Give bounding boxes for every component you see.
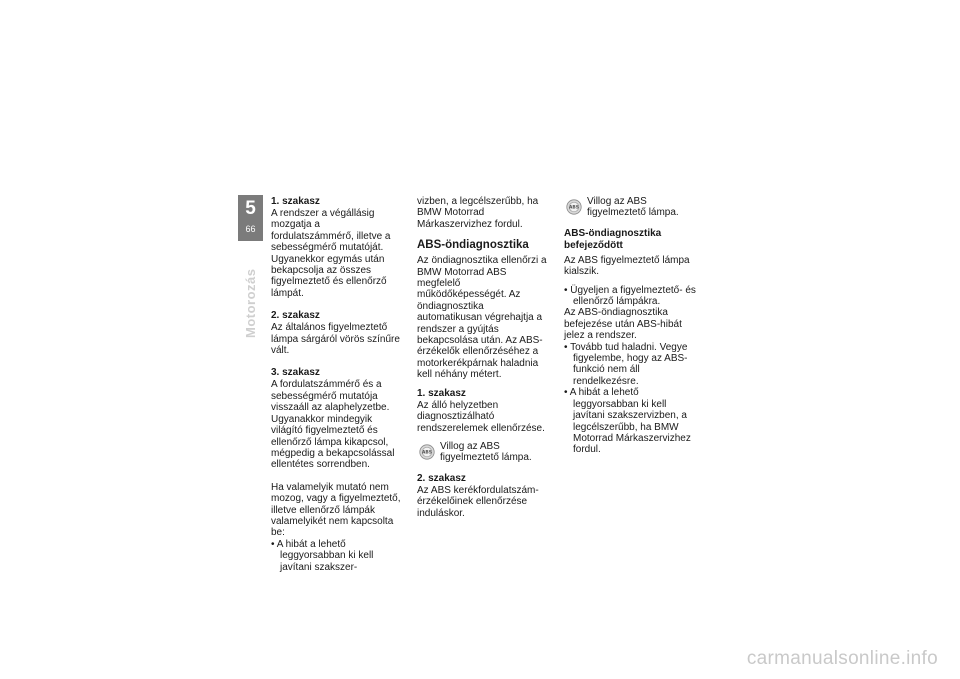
svg-text:ABS: ABS [422, 450, 432, 456]
stage-3-text: A fordulatszámmérő és a sebességmérő mutatója visszaáll az alaphelyzetbe. Ugyanakkor mindegyik világító figyelmeztető és ellenőrző lámpa kikapcsol, mégpedig a bekapcsolással ellentétes sorrendben. [271, 379, 395, 471]
chapter-number: 5 [245, 198, 256, 219]
abs-warning-text: Villog az ABS figyelmeztető lámpa. [440, 440, 532, 464]
fault-condition-text: Ha valamelyik mutató nem mozog, vagy a figyelmeztető, illetve ellenőrző lámpák valamelyikét nem kapcsolta be: [271, 481, 401, 539]
abs-fault-text: Az ABS-öndiagnosztika befejezése után ABS-hibát jelez a rendszer. [564, 307, 682, 342]
bullet-item: • Tovább tud haladni. Vegye figyelembe, hogy az ABS-funkció nem áll rendelkezésre. [564, 341, 688, 387]
abs-selfdiag-title: ABS-öndiagnosztika [417, 239, 529, 252]
abs-warning-icon [419, 444, 435, 460]
abs-selfdiag-complete-title: ABS-öndiagnosztika befejeződött [564, 227, 662, 251]
continuation-text: vizben, a legcélszerűbb, ha BMW Motorrad Márkaszervizhez fordul. [417, 196, 539, 230]
column-1 [271, 196, 403, 573]
abs-warning-icon [566, 199, 582, 215]
abs-warning-text: Villog az ABS figyelmeztető lámpa. [587, 196, 679, 219]
svg-text:ABS: ABS [569, 205, 579, 211]
stage-3-heading: 3. szakasz [271, 367, 320, 379]
lamp-off-text: Az ABS figyelmeztető lámpa kialszik. [564, 254, 690, 278]
page-number: 66 [245, 224, 256, 234]
abs-stage-1-text: Az álló helyzetben diagnosztizálható rendszerelemek ellenőrzése. [417, 399, 545, 434]
stage-1-heading: 1. szakasz [271, 196, 320, 207]
column-3 [564, 196, 698, 456]
watermark: carmanualsonline.info [746, 648, 938, 669]
column-2 [417, 196, 551, 519]
bullet-item: • A hibát a lehető leggyorsabban ki kell javítani szakszervizben, a legcélszerűbb, ha BMW Motorrad Márkaszervizhez fordul. [564, 387, 691, 456]
bullet-item: • A hibát a lehető leggyorsabban ki kell javítani szakszer- [271, 538, 374, 573]
bullet-item: • Ügyeljen a figyelmeztető- és ellenőrző lámpákra. [564, 284, 696, 308]
abs-selfdiag-text: Az öndiagnosztika ellenőrzi a BMW Motorrad ABS megfelelő működőképességét. Az öndiagnosztika automatikusan végrehajtja a rendszer a gyújtás bekapcsolása után. Az ABS-érzékelők ellenőrzéséhez a motorkerékpárnak haladnia kell néhány métert. [417, 255, 547, 381]
stage-2-heading: 2. szakasz [271, 310, 320, 322]
stage-1-text: A rendszer a végállásig mozgatja a fordulatszámmérő, illetve a sebességmérő mutatóját. Ugyanekkor egymás után bekapcsolja az összes figyelmeztető és ellenőrző lámpát. [271, 208, 391, 299]
section-label: Motorozás [243, 268, 258, 338]
chapter-tab [238, 195, 263, 241]
abs-stage-2-text: Az ABS kerékfordulatszám-érzékelőinek ellenőrzése induláskor. [417, 484, 539, 519]
abs-stage-2-heading: 2. szakasz [417, 472, 466, 484]
abs-stage-1-heading: 1. szakasz [417, 387, 466, 399]
abs-warning-note [417, 441, 551, 464]
stage-2-text: Az általános figyelmeztető lámpa sárgáról vörös színűre vált. [271, 322, 400, 357]
abs-warning-note [564, 196, 698, 219]
